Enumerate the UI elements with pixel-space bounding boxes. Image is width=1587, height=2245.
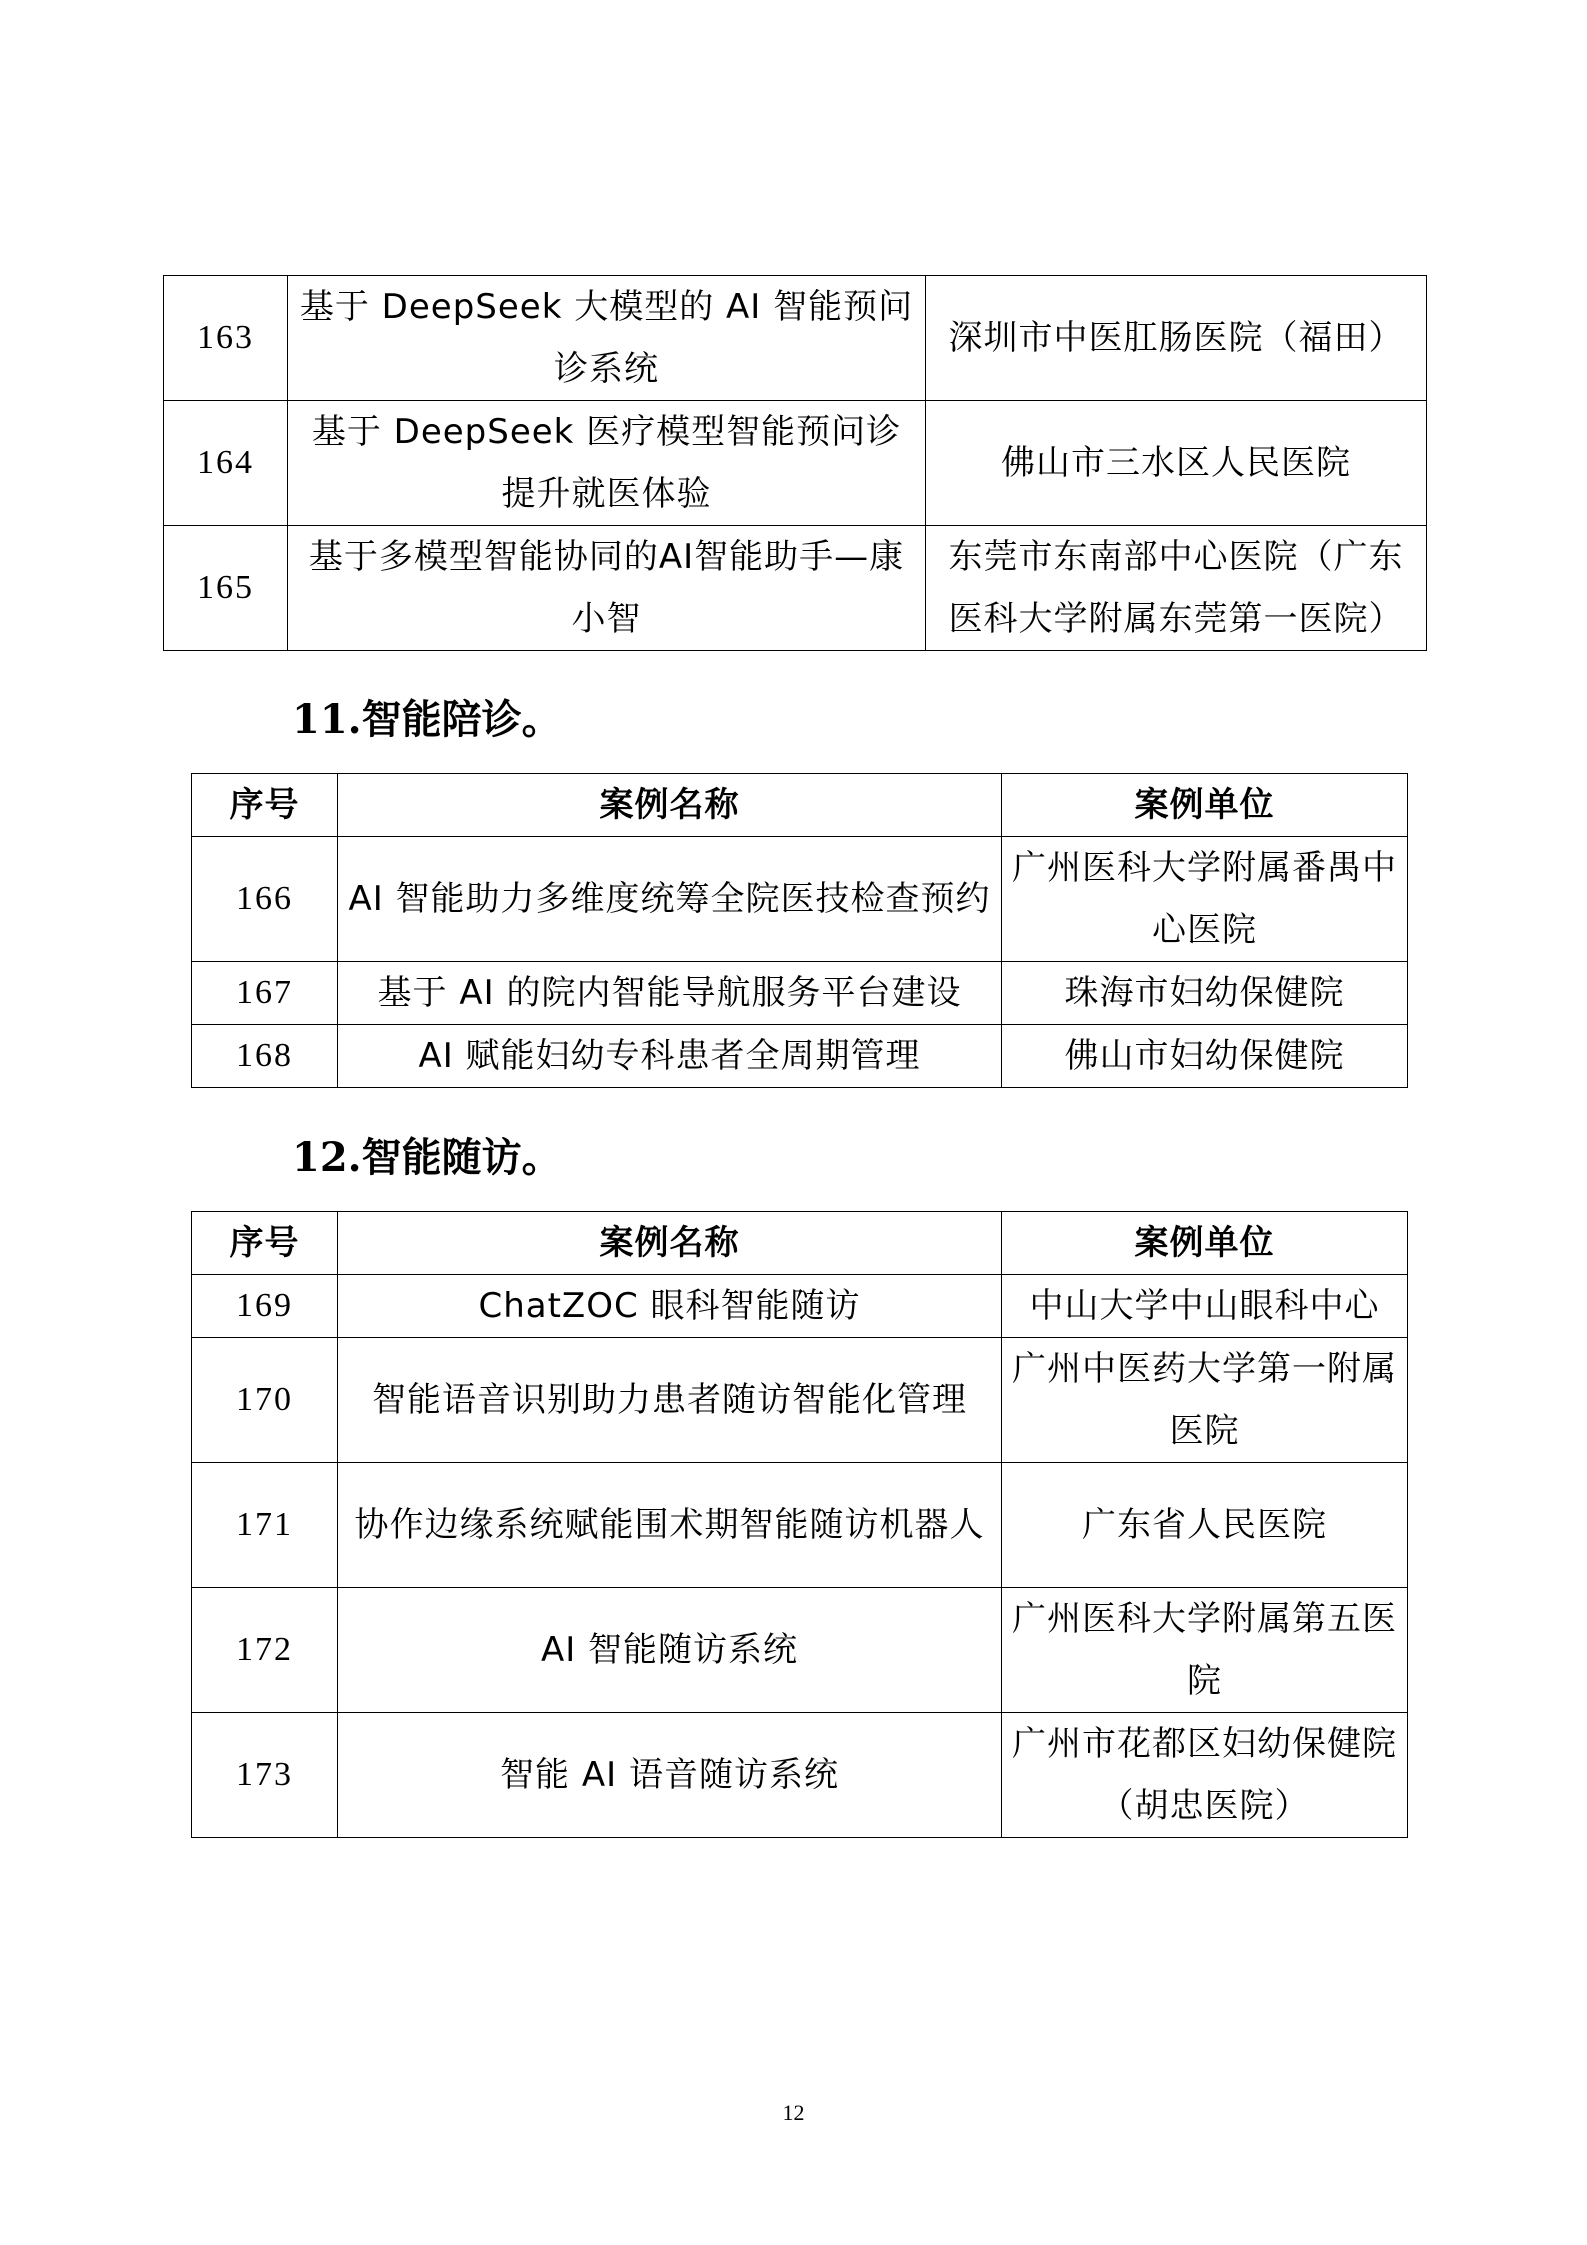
case-unit: 广州医科大学附属番禺中心医院	[1002, 837, 1408, 962]
case-unit: 深圳市中医肛肠医院（福田）	[926, 276, 1427, 401]
case-number: 172	[192, 1588, 338, 1713]
case-unit: 佛山市妇幼保健院	[1002, 1025, 1408, 1088]
case-name: 协作边缘系统赋能围术期智能随访机器人	[338, 1463, 1002, 1588]
case-name: AI 智能助力多维度统筹全院医技检查预约	[338, 837, 1002, 962]
case-unit: 广东省人民医院	[1002, 1463, 1408, 1588]
table-row	[192, 1713, 1408, 1838]
case-name: AI 赋能妇幼专科患者全周期管理	[338, 1025, 1002, 1088]
header-number: 序号	[192, 1212, 338, 1275]
case-number: 169	[192, 1275, 338, 1338]
header-unit: 案例单位	[1002, 1212, 1408, 1275]
case-number: 171	[192, 1463, 338, 1588]
table-row	[192, 837, 1408, 962]
case-name: AI 智能随访系统	[338, 1588, 1002, 1713]
case-number: 164	[164, 401, 288, 526]
table-header-row	[192, 1212, 1408, 1275]
case-number: 173	[192, 1713, 338, 1838]
case-unit: 东莞市东南部中心医院（广东医科大学附属东莞第一医院）	[926, 526, 1427, 651]
table-row	[164, 526, 1427, 651]
case-name: 基于 DeepSeek 医疗模型智能预问诊提升就医体验	[288, 401, 926, 526]
case-name: 智能 AI 语音随访系统	[338, 1713, 1002, 1838]
smart-followup-table	[191, 1211, 1408, 1838]
table-row	[164, 276, 1427, 401]
header-name: 案例名称	[338, 1212, 1002, 1275]
case-unit: 佛山市三水区人民医院	[926, 401, 1427, 526]
case-number: 170	[192, 1338, 338, 1463]
case-name: 基于 DeepSeek 大模型的 AI 智能预问诊系统	[288, 276, 926, 401]
case-unit: 广州市花都区妇幼保健院（胡忠医院）	[1002, 1713, 1408, 1838]
table-row	[164, 401, 1427, 526]
table-row	[192, 1275, 1408, 1338]
continued-cases-table	[163, 275, 1427, 651]
header-name: 案例名称	[338, 774, 1002, 837]
case-name: 智能语音识别助力患者随访智能化管理	[338, 1338, 1002, 1463]
case-name: ChatZOC 眼科智能随访	[338, 1275, 1002, 1338]
case-unit: 珠海市妇幼保健院	[1002, 962, 1408, 1025]
case-number: 163	[164, 276, 288, 401]
case-number: 165	[164, 526, 288, 651]
header-number: 序号	[192, 774, 338, 837]
table-row	[192, 1338, 1408, 1463]
section-11-title: 11.智能陪诊。	[292, 696, 562, 743]
section-12-title: 12.智能随访。	[292, 1134, 562, 1181]
header-unit: 案例单位	[1002, 774, 1408, 837]
table-row	[192, 1588, 1408, 1713]
case-number: 166	[192, 837, 338, 962]
smart-escort-table	[191, 773, 1408, 1088]
table-header-row	[192, 774, 1408, 837]
case-unit: 广州中医药大学第一附属医院	[1002, 1338, 1408, 1463]
page-number: 12	[782, 2100, 805, 2125]
case-number: 167	[192, 962, 338, 1025]
case-name: 基于 AI 的院内智能导航服务平台建设	[338, 962, 1002, 1025]
table-row	[192, 962, 1408, 1025]
case-unit: 中山大学中山眼科中心	[1002, 1275, 1408, 1338]
case-name: 基于多模型智能协同的AI智能助手—康小智	[288, 526, 926, 651]
case-unit: 广州医科大学附属第五医院	[1002, 1588, 1408, 1713]
table-row	[192, 1463, 1408, 1588]
table-row	[192, 1025, 1408, 1088]
case-number: 168	[192, 1025, 338, 1088]
